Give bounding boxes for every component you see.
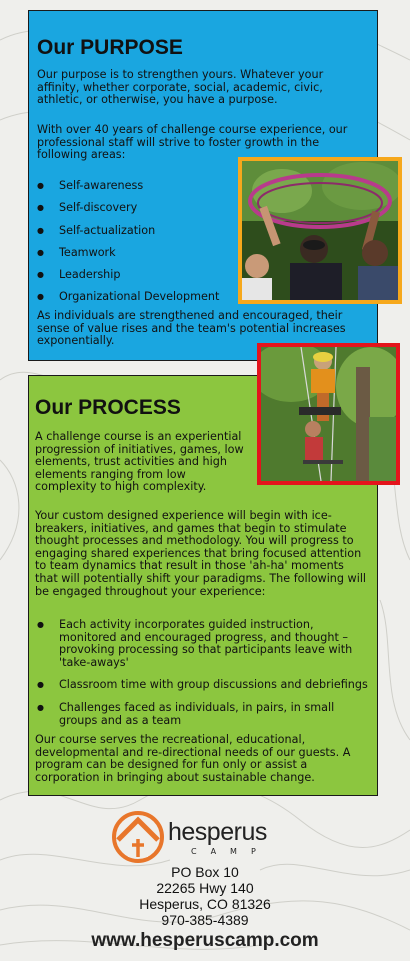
- list-item: ● Self-discovery: [59, 202, 269, 215]
- list-item: ● Classroom time with group discussions and debriefings: [59, 679, 369, 692]
- address-city: Hesperus, CO 81326: [139, 896, 271, 912]
- list-item: ● Self-awareness: [59, 180, 269, 193]
- process-detail: Your custom designed experience will begin with ice-breakers, initiatives, and games that begin to stimulate thought processes and methodology. You will progress to engaging shared experiences that bring focused attention to team dynamics that result in those 'ah-ha' moments that will potentially shift your paradigms. The following will be engaged throughout your experience:: [35, 509, 367, 598]
- purpose-experience: With over 40 years of challenge course experience, our professional staff will strive to foster growth in the following areas:: [37, 123, 348, 162]
- list-item: ● Leadership: [59, 269, 269, 282]
- list-item: ● Challenges faced as individuals, in pairs, in small groups and as a team: [59, 702, 369, 727]
- list-item: ● Teamwork: [59, 247, 269, 260]
- phone-number: 970-385-4389: [161, 912, 249, 928]
- brand-name: hesperus: [168, 818, 267, 846]
- website-link[interactable]: www.hesperuscamp.com: [91, 930, 319, 951]
- process-intro: A challenge course is an experiential progression of initiatives, games, low elements, trust activities and high elements ranging from low complexity to high complexity.: [35, 430, 244, 494]
- climbing-course-photo: [257, 343, 400, 485]
- hesperus-logo-icon: [108, 808, 168, 864]
- list-item: ● Self-actualization: [59, 225, 269, 238]
- brand-subtitle: CAMP: [191, 847, 270, 856]
- address-street: 22265 Hwy 140: [156, 880, 254, 896]
- team-hoop-photo: [238, 157, 402, 304]
- purpose-heading: Our PURPOSE: [37, 36, 183, 59]
- list-item: ● Each activity incorporates guided instruction, monitored and encouraged progress, and thought – provoking processing so that participants leave with 'take-aways': [59, 619, 369, 669]
- address-po-box: PO Box 10: [171, 864, 239, 880]
- process-closing: Our course serves the recreational, educational, developmental and re-directional needs of our guests. A program can be designed for fun only or assist a corporation in bringing about sustainable change.: [35, 733, 351, 784]
- process-bullets-list: [59, 619, 369, 737]
- purpose-intro: Our purpose is to strengthen yours. Whatever your affinity, whether corporate, social, academic, civic, athletic, or otherwise, you have a purpose.: [37, 68, 324, 107]
- process-heading: Our PROCESS: [35, 396, 181, 419]
- list-item: ● Organizational Development: [59, 291, 269, 304]
- purpose-closing: As individuals are strengthened and encouraged, their sense of value rises and the team's potential increases exponentially.: [37, 309, 346, 348]
